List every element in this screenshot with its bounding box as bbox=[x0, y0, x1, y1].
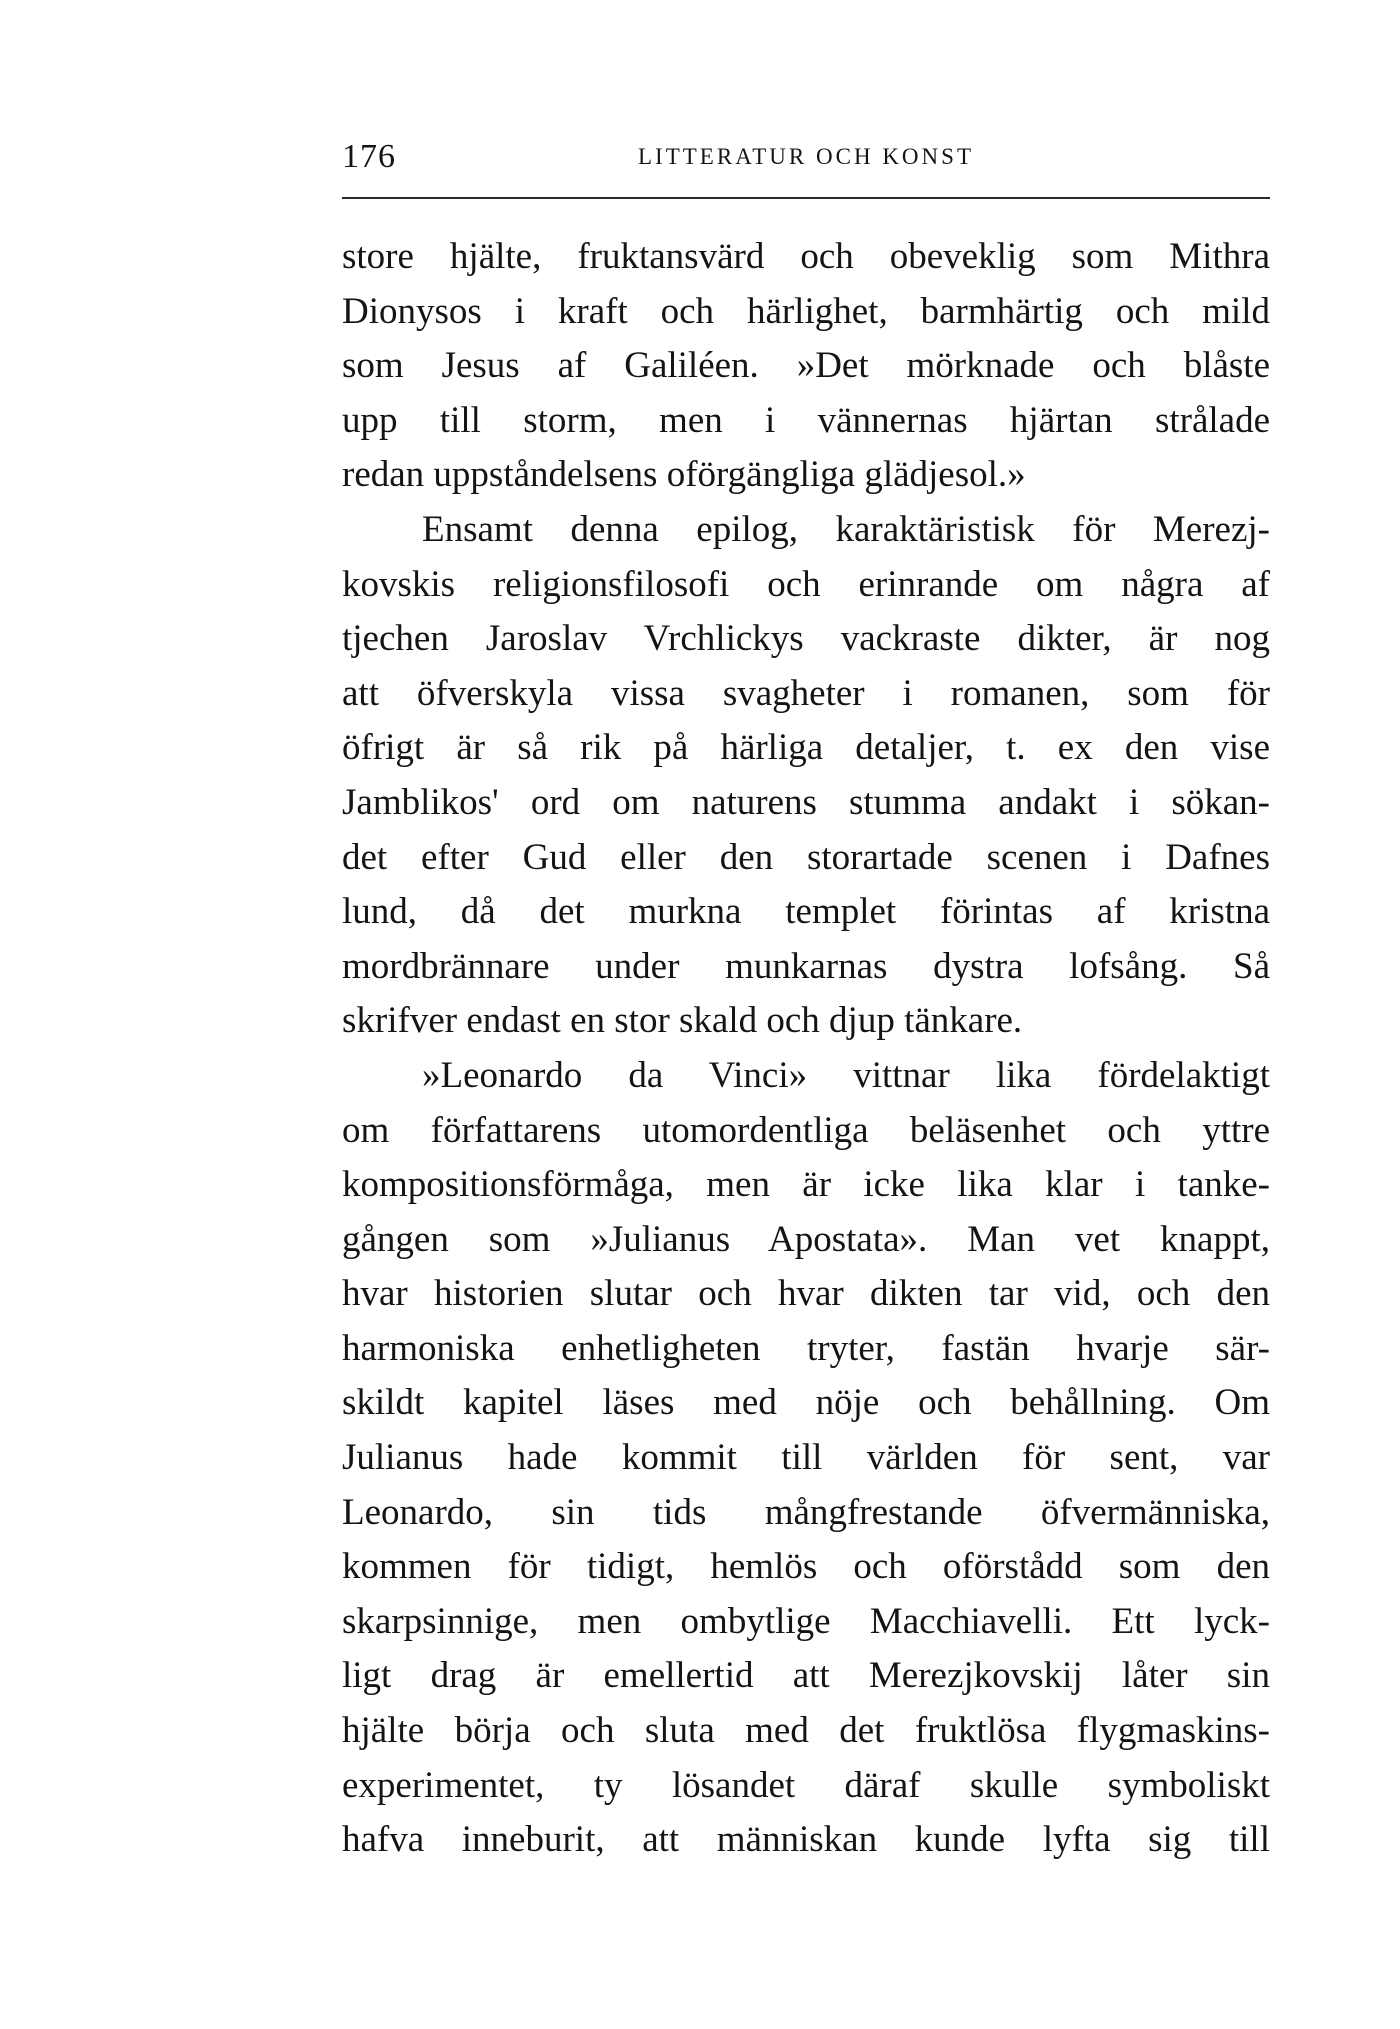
text-line: gången som »Julianus Apostata». Man vet knappt, bbox=[342, 1218, 1270, 1260]
text-line: som Jesus af Galiléen. »Det mörknade och blåste bbox=[342, 345, 1270, 387]
text-line: redan uppståndelsens oförgängliga glädjesol.» bbox=[342, 454, 1026, 496]
body-text bbox=[342, 230, 1270, 1868]
text-line: Dionysos i kraft och härlighet, barmhärtig och mild bbox=[342, 290, 1270, 332]
running-header bbox=[342, 138, 1270, 186]
paragraph-first-line: Ensamt denna epilog, karaktäristisk för Merezj- bbox=[422, 508, 1270, 550]
paragraph-first-line: »Leonardo da Vinci» vittnar lika fördelaktigt bbox=[422, 1054, 1270, 1096]
text-line: kompositionsförmåga, men är icke lika klar i tanke- bbox=[342, 1164, 1270, 1206]
text-line: hafva inneburit, att människan kunde lyfta sig till bbox=[342, 1819, 1270, 1861]
text-line: mordbrännare under munkarnas dystra lofsång. Så bbox=[342, 945, 1270, 987]
text-line: upp till storm, men i vännernas hjärtan strålade bbox=[342, 399, 1270, 441]
text-line: tjechen Jaroslav Vrchlickys vackraste dikter, är nog bbox=[342, 618, 1270, 660]
text-line: hjälte börja och sluta med det fruktlösa flygmaskins- bbox=[342, 1710, 1270, 1752]
text-line: öfrigt är så rik på härliga detaljer, t. ex den vise bbox=[342, 727, 1270, 769]
text-line: om författarens utomordentliga beläsenhet och yttre bbox=[342, 1109, 1270, 1151]
running-title: LITTERATUR OCH KONST bbox=[638, 144, 974, 169]
header-rule bbox=[342, 197, 1270, 199]
text-line: Jamblikos' ord om naturens stumma andakt i sökan- bbox=[342, 781, 1270, 823]
text-line: experimentet, ty lösandet däraf skulle symboliskt bbox=[342, 1764, 1270, 1806]
text-line: skrifver endast en stor skald och djup tänkare. bbox=[342, 1000, 1023, 1042]
text-line: Leonardo, sin tids mångfrestande öfvermänniska, bbox=[342, 1491, 1270, 1533]
text-line: det efter Gud eller den storartade scenen i Dafnes bbox=[342, 836, 1270, 878]
text-line: ligt drag är emellertid att Merezjkovskij låter sin bbox=[342, 1655, 1270, 1697]
text-line: Julianus hade kommit till världen för sent, var bbox=[342, 1437, 1270, 1479]
text-line: kommen för tidigt, hemlös och oförstådd som den bbox=[342, 1546, 1270, 1588]
text-line: hvar historien slutar och hvar dikten tar vid, och den bbox=[342, 1273, 1270, 1315]
text-line: kovskis religionsfilosofi och erinrande om några af bbox=[342, 563, 1270, 605]
text-line: harmoniska enhetligheten tryter, fastän hvarje sär- bbox=[342, 1327, 1270, 1369]
text-line: att öfverskyla vissa svagheter i romanen, som för bbox=[342, 672, 1270, 714]
text-line: skarpsinnige, men ombytlige Macchiavelli. Ett lyck- bbox=[342, 1600, 1270, 1642]
text-line: skildt kapitel läses med nöje och behållning. Om bbox=[342, 1382, 1270, 1424]
text-line: lund, då det murkna templet förintas af kristna bbox=[342, 891, 1270, 933]
text-line: store hjälte, fruktansvärd och obeveklig som Mithra bbox=[342, 236, 1270, 277]
page-number: 176 bbox=[342, 138, 396, 175]
